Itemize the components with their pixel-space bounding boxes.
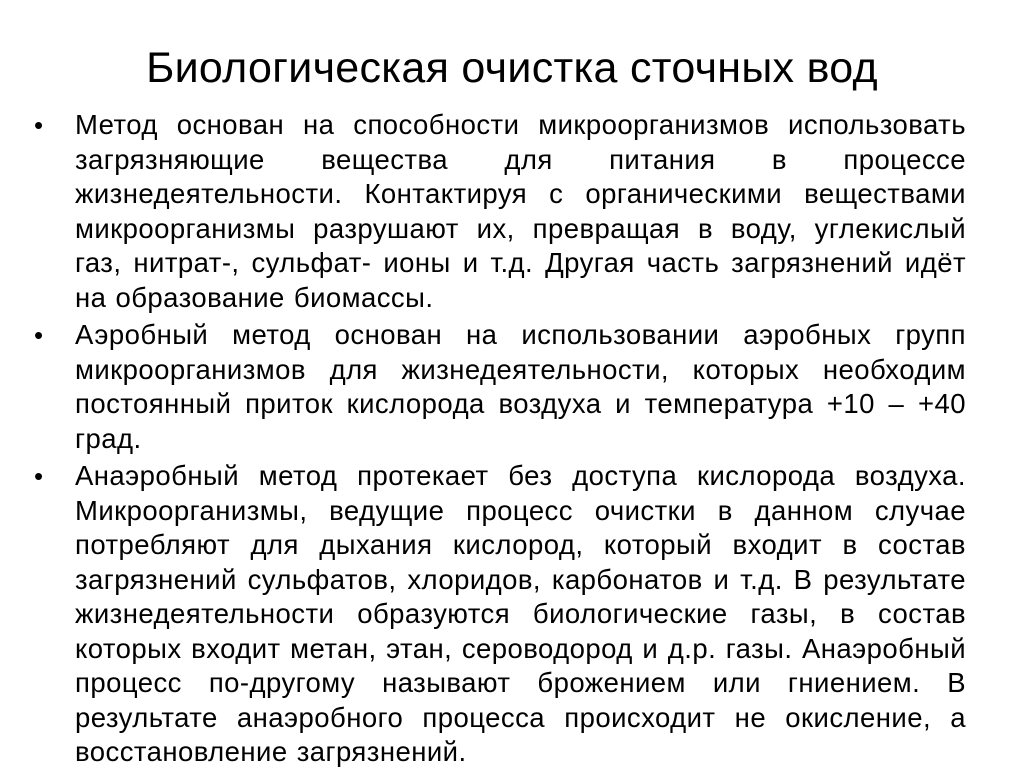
bullet-point-icon: • bbox=[34, 461, 44, 491]
bullet-item bbox=[32, 459, 966, 767]
bullet-text: Анаэробный метод протекает без доступа кислорода воздуха. Микроорганизмы, ведущие процесс очистки в данном случае потребляют для дыхания кислород, который входит в состав загрязнений сульфатов, хлоридов, карбонатов и т.д. В результате жизнедеятельности образуются биологические газы, в состав которых входит метан, этан, сероводород и д.р. газы. Анаэробный процесс по-другому называют брожением или гниением. В результате анаэробного процесса происходит не окисление, а восстановление загрязнений. bbox=[75, 460, 966, 767]
bullet-text: Аэробный метод основан на использовании аэробных групп микроорганизмов для жизнедеятельности, которых необходим постоянный приток кислорода воздуха и температура +10 – +40 град. bbox=[75, 319, 966, 454]
bullet-point-icon: • bbox=[34, 320, 44, 350]
bullet-text: Метод основан на способности микроорганизмов использовать загрязняющие вещества для питания в процессе жизнедеятельности. Контактируя с органическими веществами микроорганизмы разрушают их, превращая в воду, углекислый газ, нитрат-, сульфат- ионы и т.д. Другая часть загрязнений идёт на образование биомассы. bbox=[75, 109, 966, 313]
bullet-list bbox=[32, 108, 966, 767]
bullet-item bbox=[32, 108, 966, 315]
bullet-point-icon: • bbox=[34, 110, 44, 140]
bullet-item bbox=[32, 318, 966, 456]
slide-title: Биологическая очистка сточных вод bbox=[146, 44, 878, 92]
